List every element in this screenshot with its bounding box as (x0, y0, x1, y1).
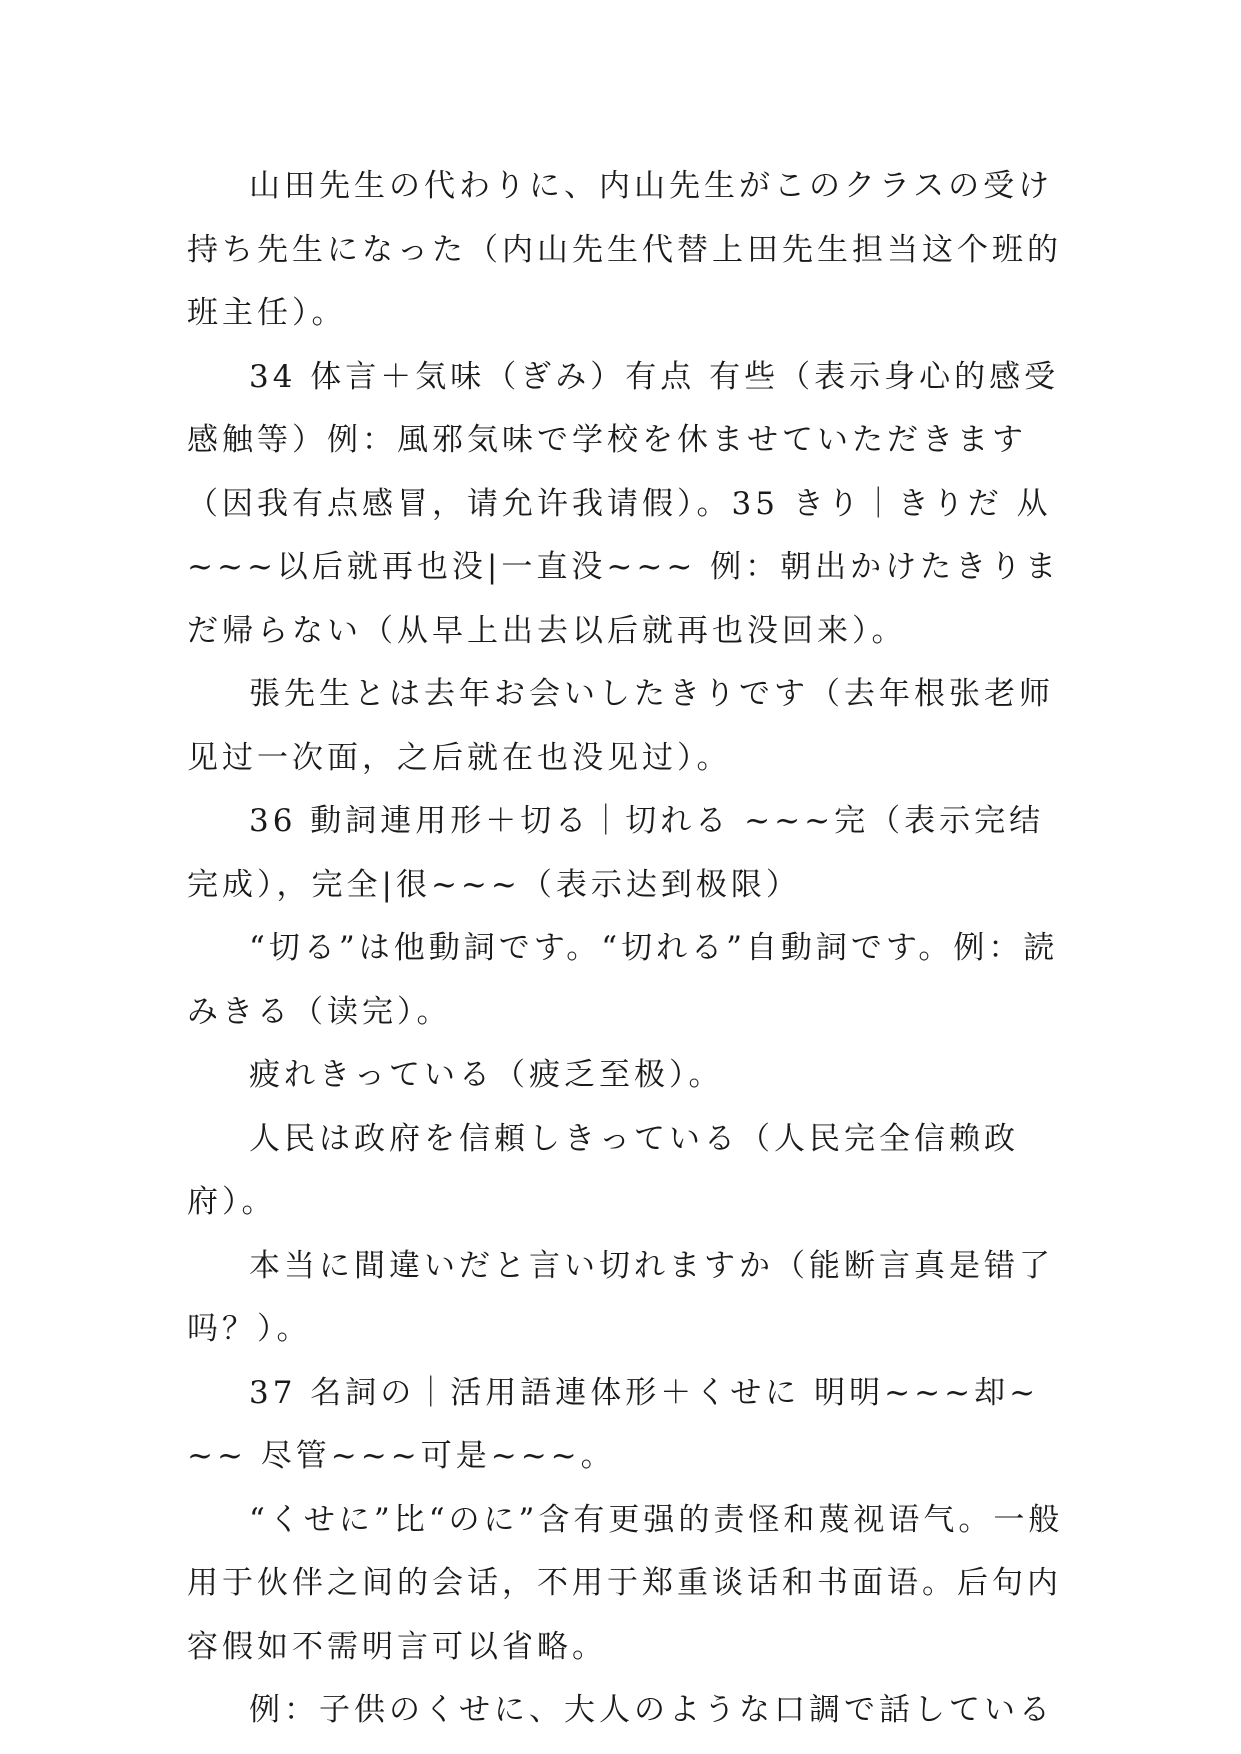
paragraph-4: 36 動詞連用形＋切る｜切れる ~~~完（表示完结完成），完全|很~~~（表示达到极限） (187, 803, 1045, 903)
paragraph-9: 37 名詞の｜活用語連体形＋くせに 明明~~~却~~~ 尽管~~~可是~~~。 (187, 1374, 1040, 1474)
paragraph-5: “切る”は他動詞です。“切れる”自動詞です。例：読みきる（读完）。 (187, 930, 1059, 1030)
paragraph-6: 疲れきっている（疲乏至极）。 (249, 1057, 724, 1093)
paragraph-3: 張先生とは去年お会いしたきりです（去年根张老师见过一次面，之后就在也没见过）。 (187, 676, 1054, 776)
paragraph-2: 34 体言＋気味（ぎみ）有点 有些（表示身心的感受感触等）例：風邪気味で学校を休ませていただきます（因我有点感冒，请允许我请假）。35 きり｜きりだ 从~~~以后就再也没|一直没~~~ 例：朝出かけたきりまだ帰らない（从早上出去以后就再也没回来）。 (187, 358, 1061, 649)
paragraph-8: 本当に間違いだと言い切れますか（能断言真是错了吗？）。 (187, 1247, 1054, 1347)
paragraph-7: 人民は政府を信頼しきっている（人民完全信赖政府）。 (187, 1120, 1019, 1220)
paragraph-10: “くせに”比“のに”含有更强的责怪和蔑视语气。一般用于伙伴之间的会话，不用于郑重谈话和书面语。后句内容假如不需明言可以省略。 (187, 1501, 1064, 1665)
paragraph-1: 山田先生の代わりに、内山先生がこのクラスの受け持ち先生になった（内山先生代替上田先生担当这个班的班主任）。 (187, 168, 1062, 331)
document-body (187, 155, 1067, 1743)
paragraph-11: 例：子供のくせに、大人のような口調で話している (249, 1692, 1054, 1728)
